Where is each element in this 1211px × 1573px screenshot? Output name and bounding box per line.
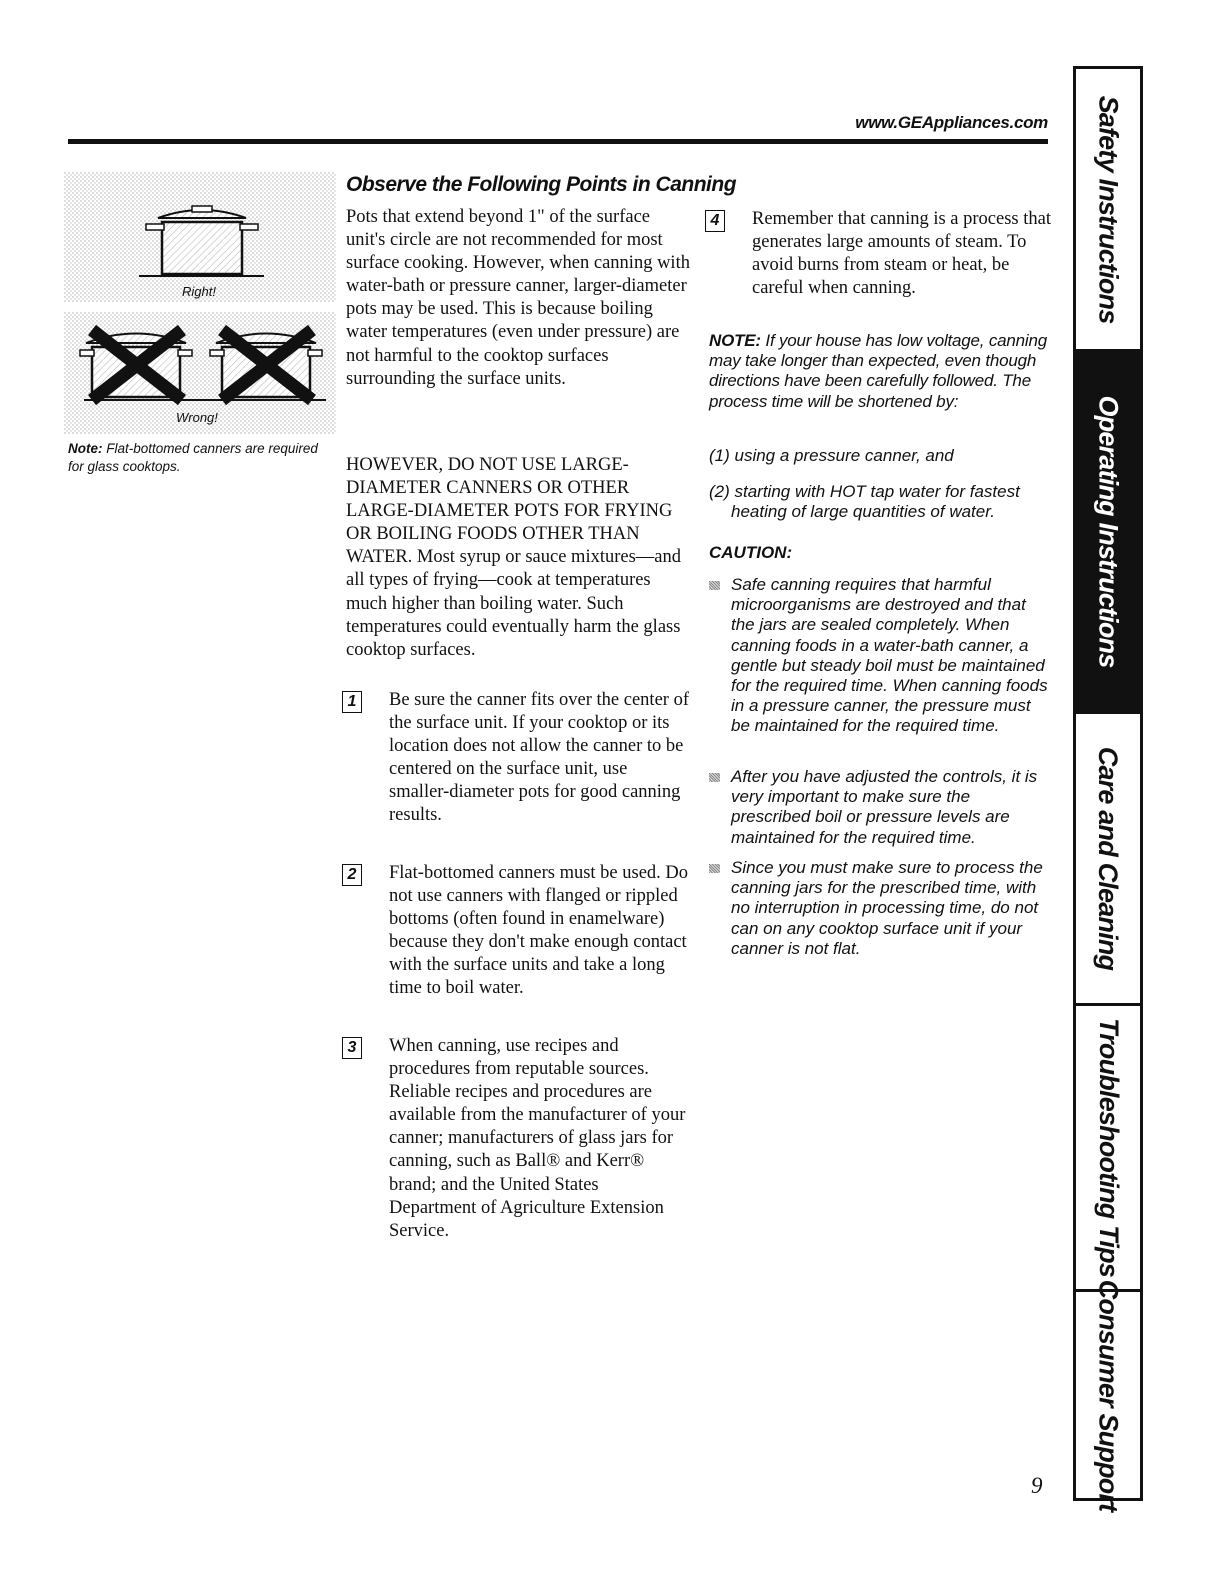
tab-operating-instructions[interactable] <box>1076 352 1140 714</box>
tab-label: Consumer Support <box>1093 1279 1124 1511</box>
tab-label: Safety Instructions <box>1093 95 1124 323</box>
header-rule <box>68 139 1048 144</box>
illustration-note-text: Flat-bottomed canners are required for glass cooktops. <box>68 441 318 474</box>
intro-paragraph: Pots that extend beyond 1" of the surface unit's circle are not recommended for most surface cooking. However, when canning with water-bath or pressure canner, larger-diameter pots may be used. This is because boiling water temperatures (even under pressure) are not harmful to the cooktop surfaces surrounding the surface units. <box>346 207 690 389</box>
wrong-pot-right-icon <box>210 330 322 400</box>
section-tabs <box>1073 66 1143 1511</box>
caution-label: CAUTION: <box>709 543 793 562</box>
tab-care-and-cleaning[interactable] <box>1076 714 1140 1006</box>
caution-text: Safe canning requires that harmful microorganisms are destroyed and that the jars are sealed completely. When canning foods in a water-bath canner, a gentle but steady boil must be maintained for the required time. When canning foods in a pressure canner, the pressure must be maintained for the required time. <box>731 575 1048 736</box>
voltage-note <box>709 331 1054 412</box>
tab-label: Care and Cleaning <box>1093 746 1124 971</box>
warning-paragraph: HOWEVER, DO NOT USE LARGE-DIAMETER CANNERS OR OTHER LARGE-DIAMETER POTS FOR FRYING OR BOILING FOODS OTHER THAN WATER. Most syrup or sauce mixtures—and all types of frying—cook at temperatures much higher than boiling water. Such temperatures could eventually harm the glass cooktop surfaces. <box>346 455 682 660</box>
section-heading: Observe the Following Points in Canning <box>346 173 737 196</box>
illustration-note <box>68 440 318 476</box>
note-label: NOTE: <box>709 331 761 350</box>
note-list-item: (2) starting with HOT tap water for fastest heating of large quantities of water. <box>709 482 1020 522</box>
caution-item <box>709 858 1049 959</box>
wrong-label: Wrong! <box>176 410 218 425</box>
caution-text: Since you must make sure to process the canning jars for the prescribed time, with no interruption in processing time, do not can on any cooktop surface unit if your canner is not flat. <box>731 858 1043 958</box>
illustration-note-label: Note: <box>68 441 103 456</box>
item-number: 3 <box>342 1037 362 1059</box>
note-list-item: (1) using a pressure canner, and <box>709 446 954 465</box>
item-number: 1 <box>342 691 362 713</box>
tab-label: Troubleshooting Tips <box>1093 1018 1124 1277</box>
item-text: Flat-bottomed canners must be used. Do not use canners with flanged or rippled bottoms (often found in enamelware) because they don't make enough contact with the surface units and take a long time to boil water. <box>389 863 689 999</box>
tab-consumer-support[interactable] <box>1076 1279 1140 1511</box>
tab-troubleshooting-tips[interactable] <box>1076 1006 1140 1292</box>
item-text: When canning, use recipes and procedures from reputable sources. Reliable recipes and procedures are available from the manufacturer of your canner; manufacturers of glass jars for canning, such as Ball® and Kerr® brand; and the United States Department of Agriculture Extension Service. <box>389 1036 686 1241</box>
bullet-icon <box>709 581 720 590</box>
caution-item <box>709 575 1049 737</box>
note-text: If your house has low voltage, canning may take longer than expected, even though directions have been carefully followed. The process time will be shortened by: <box>709 331 1048 411</box>
item-text: Remember that canning is a process that generates large amounts of steam. To avoid burns from steam or heat, be careful when canning. <box>752 209 1051 299</box>
tab-label: Operating Instructions <box>1093 395 1124 668</box>
right-label: Right! <box>182 284 216 299</box>
page-number: 9 <box>1031 1473 1043 1498</box>
item-number: 2 <box>342 864 362 886</box>
caution-item <box>709 767 1049 848</box>
canner-illustration <box>64 172 336 434</box>
site-url: www.GEAppliances.com <box>855 113 1048 132</box>
item-text: Be sure the canner fits over the center of the surface unit. If your cooktop or its location does not allow the canner to be centered on the surface unit, use smaller-diameter pots for good canning results. <box>389 690 689 826</box>
bullet-icon <box>709 864 720 873</box>
bullet-icon <box>709 773 720 782</box>
wrong-pot-left-icon <box>80 330 192 400</box>
caution-text: After you have adjusted the controls, it is very important to make sure the prescribed boil or pressure levels are maintained for the required time. <box>731 767 1038 847</box>
item-number: 4 <box>705 210 725 232</box>
tab-safety-instructions[interactable] <box>1076 69 1140 352</box>
